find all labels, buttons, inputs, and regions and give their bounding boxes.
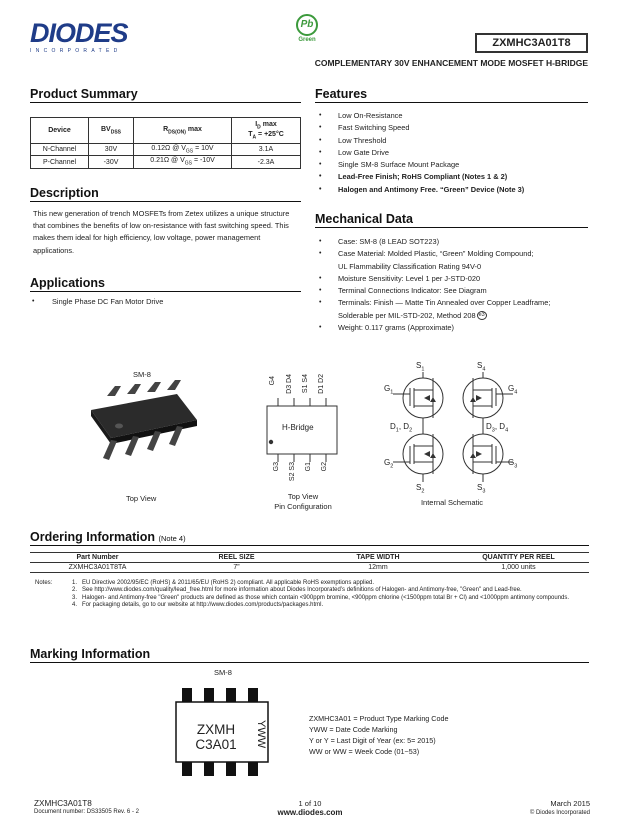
- applications-list: [30, 296, 300, 308]
- notes-label: Notes:: [35, 580, 53, 586]
- list-item: • Single SM-8 Surface Mount Package: [317, 159, 587, 171]
- col-reel-size: REEL SIZE: [165, 553, 308, 563]
- list-item: • Terminals: Finish — Matte Tin Annealed over Copper Leadframe; Solderable per MIL-STD-202, Method 208 e3: [317, 297, 589, 322]
- sch-label-s4: $S_4$: [477, 361, 486, 373]
- table-row: N-Channel 30V 0.12Ω @ $V_{GS} = 10V$ 3.1A: [31, 144, 301, 156]
- ordering-information-title: Ordering Information (Note 4): [30, 530, 589, 546]
- notes-block: [35, 580, 589, 609]
- e3-symbol-icon: e3: [478, 312, 485, 319]
- pin-labels-top: [268, 376, 348, 398]
- list-item: • Case Material: Molded Plastic, “Green” Molding Compound; UL Flammability Classification Rating 94V-0: [317, 248, 589, 273]
- pin-label: D3 D4: [286, 374, 293, 394]
- footer-copyright: © Diodes Incorporated: [529, 810, 590, 816]
- marking-package-label: SM-8: [214, 668, 232, 677]
- list-item: • Case: SM-8 (8 LEAD SOT223): [317, 236, 589, 248]
- marking-line-1: ZXMH: [196, 722, 236, 737]
- footer-document-number: Document number: DS33505 Rev. 6 - 2: [34, 809, 139, 815]
- list-item: • Low On-Resistance: [317, 110, 587, 122]
- list-item: • Halogen and Antimony Free. “Green” Device (Note 3): [317, 184, 587, 196]
- hbridge-label: H-Bridge: [282, 423, 314, 432]
- list-item: • Single Phase DC Fan Motor Drive: [30, 296, 300, 308]
- footer-right: [490, 799, 590, 816]
- marking-legend: [309, 714, 589, 758]
- list-item: • Weight: 0.117 grams (Approximate): [317, 322, 589, 334]
- features-list: [317, 110, 587, 196]
- list-item: • Lead-Free Finish; RoHS Compliant (Notes 1 & 2): [317, 171, 587, 183]
- footer-date: March 2015: [550, 799, 590, 808]
- col-quantity: QUANTITY PER REEL: [448, 553, 589, 563]
- col-device: Device: [31, 118, 89, 144]
- pin-label: D1 D2: [318, 374, 325, 394]
- note-item: 2. See http://www.diodes.com/quality/lead_free.html for more information about Diodes Incorporated’s definitions of Halogen- and Antimony-free, "Green" and Lead-free.: [72, 587, 522, 594]
- list-item: • Terminal Connections Indicator: See Diagram: [317, 285, 589, 297]
- description-text: This new generation of trench MOSFETs from Zetex utilizes a unique structure that combines the benefits of low on-resistance with fast switching speed. This makes them ideal for high efficiency, low voltage, power management applications.: [33, 209, 290, 255]
- sch-label-d34: $D_3$, $D_4$: [486, 422, 509, 434]
- list-item: • Low Threshold: [317, 135, 587, 147]
- col-tape-width: TAPE WIDTH: [308, 553, 448, 563]
- pin-labels-bottom: [268, 462, 348, 484]
- col-bvdss: $BV_{DSS}$: [89, 118, 134, 144]
- package-label: SM-8: [133, 370, 151, 379]
- footer-website-link[interactable]: www.diodes.com: [277, 808, 343, 817]
- mechanical-data-title: Mechanical Data: [315, 212, 588, 228]
- sch-label-d12: $D_1$, $D_2$: [390, 422, 413, 434]
- col-part-number: Part Number: [30, 553, 165, 563]
- table-row: P-Channel -30V 0.21Ω @ $V_{GS} = -10V$ -2.3A: [31, 156, 301, 168]
- footer-part-number: ZXMHC3A01T8: [34, 799, 92, 808]
- marking-line-2: C3A01: [195, 737, 237, 752]
- pin-label: S1 S4: [302, 374, 309, 394]
- diodes-logo: [30, 20, 150, 54]
- marking-information-title: Marking Information: [30, 647, 589, 663]
- list-item: • Low Gate Drive: [317, 147, 587, 159]
- legend-line: Y or Y = Last Digit of Year (ex: 5= 2015): [309, 735, 436, 745]
- product-summary-title: Product Summary: [30, 87, 301, 103]
- package-3d-image: [85, 380, 205, 465]
- note-item: 1. EU Directive 2002/95/EC (RoHS) & 2011/65/EU (RoHS 2) compliant. All applicable RoHS exemptions applied.: [72, 580, 375, 586]
- logo-subtext: INCORPORATED: [30, 48, 122, 54]
- product-summary-table: [30, 117, 301, 169]
- green-badge-label: Green: [298, 37, 316, 43]
- col-id-max: $I_D$ max $T_A = +25^\circ C$: [232, 118, 301, 144]
- part-number-box: ZXMHC3A01T8: [475, 33, 588, 53]
- pin-label: G2: [321, 462, 328, 472]
- sch-label-s3: $S_3$: [477, 483, 486, 495]
- marking-code: [186, 722, 246, 752]
- document-subtitle: COMPLEMENTARY 30V ENHANCEMENT MODE MOSFET H-BRIDGE: [314, 58, 588, 68]
- pin-label: G1: [305, 462, 312, 472]
- note-item: 3. Halogen- and Antimony-free "Green" products are defined as those which contain <900ppm bromine, <900ppm chlorine (<1500ppm total Br + Cl) and <1000ppm antimony compounds.: [72, 594, 570, 601]
- mechanical-list: [317, 236, 589, 334]
- pin-label: S2 S3: [289, 462, 296, 482]
- sch-label-g4: $G_4$: [508, 384, 518, 396]
- features-title: Features: [315, 87, 588, 103]
- legend-line: WW or WW = Week Code (01~53): [309, 746, 420, 756]
- list-item: • Moisture Sensitivity: Level 1 per J-STD-020: [317, 273, 589, 285]
- top-view-caption: Top View: [126, 494, 157, 503]
- list-item: • Fast Switching Speed: [317, 122, 587, 134]
- sch-label-g1: $G_1$: [384, 384, 394, 396]
- description-title: Description: [30, 186, 301, 202]
- green-pb-free-icon: Pb Green: [290, 14, 324, 52]
- footer-page-number: 1 of 10: [298, 799, 322, 808]
- table-row: ZXMHC3A01T8TA 7” 12mm 1,000 units: [30, 563, 589, 573]
- logo-text: DIODES: [30, 18, 128, 48]
- pin-label: G3: [273, 462, 280, 472]
- col-rdson: $R_{DS(ON)}$ max: [134, 118, 232, 144]
- legend-line: YWW = Date Code Marking: [309, 724, 398, 734]
- legend-line: ZXMHC3A01 = Product Type Marking Code: [309, 714, 449, 723]
- pin-label: G4: [269, 376, 276, 386]
- sch-label-g3: $G_3$: [508, 458, 518, 470]
- schematic-caption: Internal Schematic: [420, 498, 484, 507]
- sch-label-s2: $S_2$: [416, 483, 425, 495]
- marking-date-code: YWW: [255, 720, 267, 749]
- applications-title: Applications: [30, 276, 301, 292]
- sch-label-s1: $S_1$: [416, 361, 425, 373]
- footer-left: [34, 799, 139, 815]
- sch-label-g2: $G_2$: [384, 458, 394, 470]
- note-item: 4. For packaging details, go to our website at http://www.diodes.com/products/packages.html.: [72, 601, 324, 608]
- footer-center: [250, 799, 370, 817]
- pin-config-caption: Top View Pin Configuration: [274, 492, 332, 511]
- ordering-table: [30, 552, 589, 573]
